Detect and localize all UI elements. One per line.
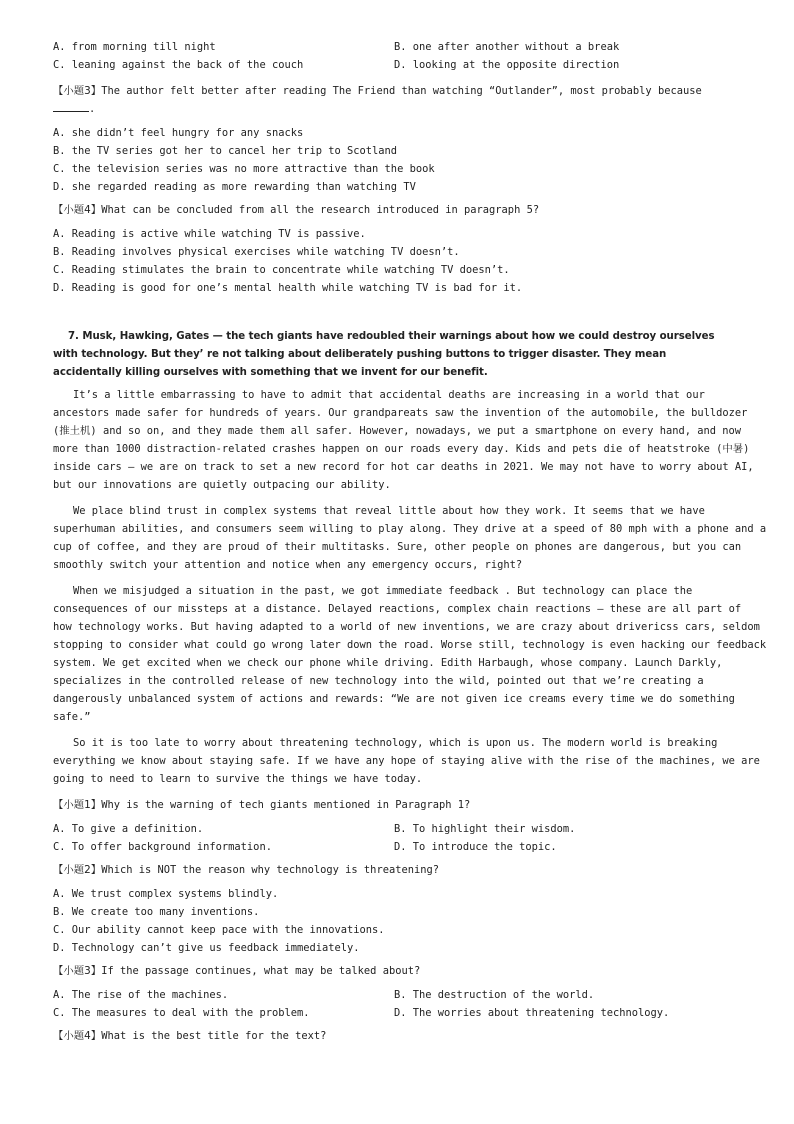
option-b: B. The destruction of the world. [394,989,595,1001]
paragraph-line: more than 1000 distraction-related crashes happen on our roads every day. Kids and pets die of heatstroke (中暑) [53,443,750,455]
question-text: The author felt better after reading The Friend than watching “Outlander”, most probably because [101,85,702,97]
question-tag: 【小题3】 [53,965,102,977]
option-c: C. To offer background information. [53,841,272,853]
option-b: B. We create too many inventions. [53,906,260,918]
option-row [53,1004,743,1022]
question-tag: 【小题4】 [53,204,102,216]
paragraph-line: but our innovations are quietly outpacing our ability. [53,479,391,491]
passage-paragraph-3 [53,582,767,726]
option-c: C. The measures to deal with the problem. [53,1007,310,1019]
option-row [53,838,743,856]
question-tag: 【小题2】 [53,864,102,876]
paragraph-line: stopping to consider what could go wrong later down the road. Worse still, technology is even hacking our feedback [53,639,767,651]
exam-page [53,38,767,1051]
option-b: B. the TV series got her to cancel her trip to Scotland [53,145,398,157]
question-text: What is the best title for the text? [101,1030,327,1042]
paragraph-line: safe.” [53,711,91,723]
option-row [53,820,743,838]
paragraph-line: dangerously unbalanced system of actions and rewards: “We are not given ice creams every time we do something [53,693,735,705]
option-b: B. To highlight their wisdom. [394,823,576,835]
passage-paragraph-1 [53,386,754,494]
answer-blank [53,101,89,112]
option-a: A. The rise of the machines. [53,989,229,1001]
question-text: If the passage continues, what may be talked about? [101,965,421,977]
intro-line: with technology. But they’ re not talking about deliberately pushing buttons to trigger disaster. They mean [53,349,667,360]
paragraph-line: consequences of our missteps at a distance. Delayed reactions, complex chain reactions — these are all part of [53,603,742,615]
option-c: C. Reading stimulates the brain to concentrate while watching TV doesn’t. [53,264,510,276]
question-tag: 【小题3】 [53,85,102,97]
paragraph-line: smoothly switch your attention and notice when any emergency occurs, right? [53,559,523,571]
option-d: D. looking at the opposite direction [394,59,620,71]
option-a: A. Reading is active while watching TV is passive. [53,228,366,240]
paragraph-line: ancestors made safer for hundreds of years. Our grandpareats saw the invention of the automobile, the bulldozer [53,407,748,419]
paragraph-line: how technology works. But having adapted to a world of new inventions, we are crazy about drivericss cars, seldom [53,621,760,633]
passage-7-intro [53,328,743,382]
paragraph-line: specializes in the controlled release of new technology into the wild, pointed out that we’re creating a [53,675,704,687]
question-2 [53,861,743,879]
option-b: B. Reading involves physical exercises while watching TV doesn’t. [53,246,460,258]
paragraph-line: When we misjudged a situation in the past, we got immediate feedback . But technology can place the [73,585,693,597]
option-d: D. she regarded reading as more rewarding than watching TV [53,181,416,193]
question-4 [53,201,743,219]
paragraph-line: everything we know about staying safe. If we have any hope of staying alive with the rise of the machines, we are [53,755,760,767]
paragraph-line: So it is too late to worry about threatening technology, which is upon us. The modern world is breaking [73,737,718,749]
passage-paragraph-2 [53,502,767,574]
option-d: D. To introduce the topic. [394,841,557,853]
question-3 [53,962,743,980]
paragraph-line: (推土机) and so on, and they made them all safer. However, nowadays, we put a smartphone on every hand, and now [53,425,742,437]
question-3-blank-line [53,100,743,118]
intro-line: 7. Musk, Hawking, Gates — the tech giants have redoubled their warnings about how we could destroy ourselves [68,331,715,342]
question-text: Why is the warning of tech giants mentioned in Paragraph 1? [101,799,471,811]
option-d: D. Reading is good for one’s mental health while watching TV is bad for it. [53,282,523,294]
paragraph-line: cup of coffee, and they are proud of their multitasks. Sure, other people on phones are dangerous, but you can [53,541,742,553]
paragraph-line: It’s a little embarrassing to have to admit that accidental deaths are increasing in a world that our [73,389,705,401]
passage-paragraph-4 [53,734,760,788]
paragraph-line: We place blind trust in complex systems that reveal little about how they work. It seems that we have [73,505,705,517]
option-a: A. she didn’t feel hungry for any snacks [53,127,304,139]
option-a: A. We trust complex systems blindly. [53,888,279,900]
question-text: Which is NOT the reason why technology is threatening? [101,864,439,876]
paragraph-line: going to need to learn to survive the things we have today. [53,773,423,785]
question-tag: 【小题1】 [53,799,102,811]
option-c: C. the television series was no more attractive than the book [53,163,435,175]
option-row [53,56,743,74]
option-row [53,986,743,1004]
option-d: D. The worries about threatening technology. [394,1007,670,1019]
question-text: What can be concluded from all the research introduced in paragraph 5? [101,204,540,216]
paragraph-line: superhuman abilities, and consumers seem willing to play along. They drive at a speed of 80 mph with a phone and a [53,523,767,535]
question-tag: 【小题4】 [53,1030,102,1042]
option-b: B. one after another without a break [394,41,620,53]
option-c: C. leaning against the back of the couch [53,59,304,71]
blank-period: . [89,103,96,115]
option-c: C. Our ability cannot keep pace with the innovations. [53,924,385,936]
option-a: A. from morning till night [53,41,216,53]
option-row [53,38,743,56]
question-3 [53,82,743,100]
option-a: A. To give a definition. [53,823,204,835]
question-1 [53,796,743,814]
option-d: D. Technology can’t give us feedback immediately. [53,942,360,954]
question-4 [53,1027,743,1045]
paragraph-line: system. We get excited when we check our phone while driving. Edith Harbaugh, whose company. Launch Darkly, [53,657,723,669]
paragraph-line: inside cars — we are on track to set a new record for hot car deaths in 2021. We may not have to worry about AI, [53,461,754,473]
intro-line: accidentally killing ourselves with something that we invent for our benefit. [53,367,488,378]
